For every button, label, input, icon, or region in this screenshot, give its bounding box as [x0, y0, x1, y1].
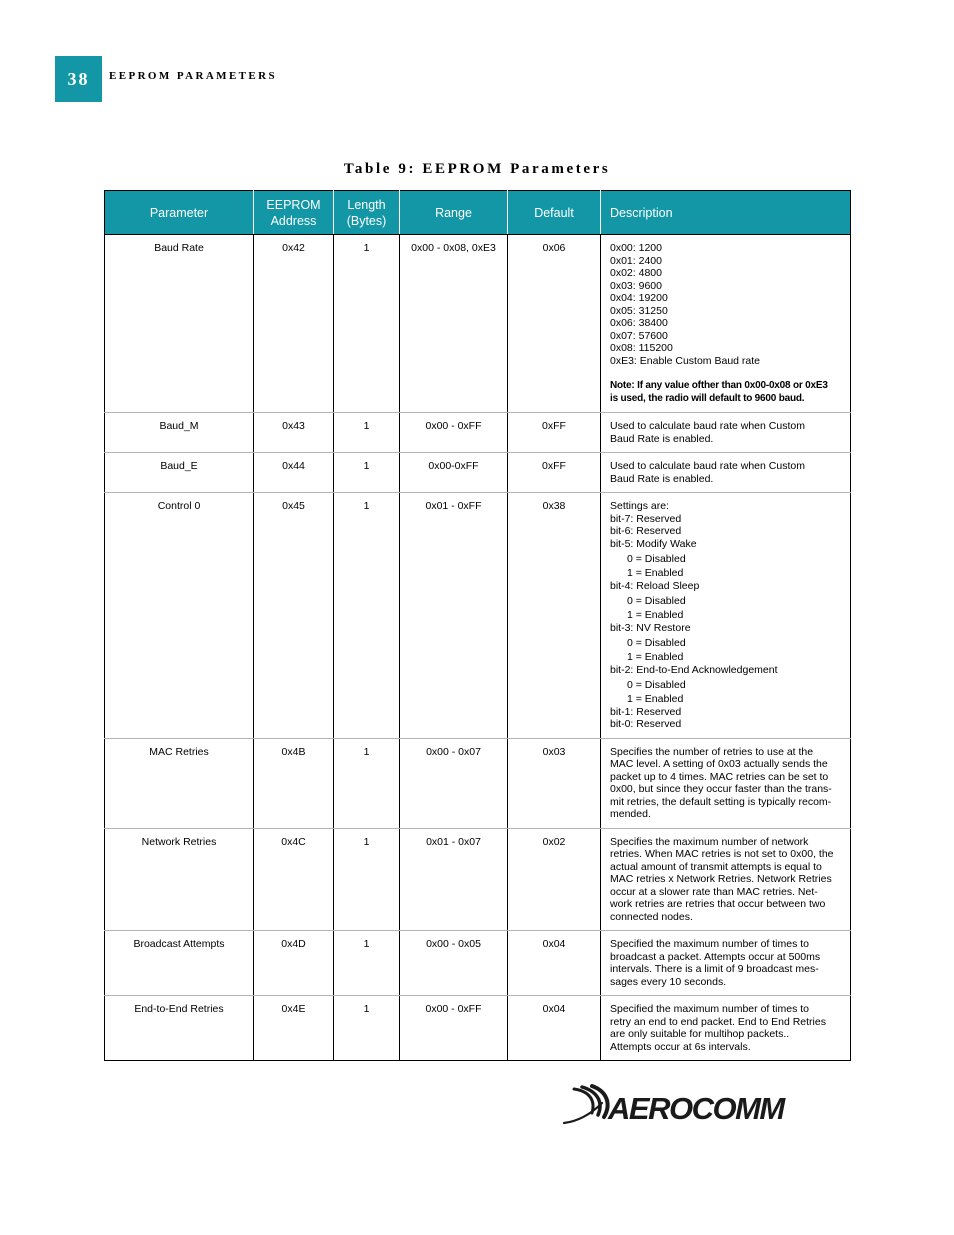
desc-line: connected nodes.	[610, 910, 693, 923]
option-line: 0 = Disabled	[627, 595, 686, 607]
table-row	[105, 931, 851, 996]
cell-parameter: Control 0	[105, 493, 254, 739]
cell-range: 0x00-0xFF	[400, 453, 508, 493]
cell-default: 0x04	[508, 996, 601, 1061]
option-line: 0 = Disabled	[627, 553, 686, 565]
option-line: 1 = Enabled	[627, 693, 684, 705]
cell-length: 1	[334, 453, 400, 493]
col-header-length: Length (Bytes)	[334, 191, 400, 235]
desc-line: bit-5: Modify Wake	[610, 537, 697, 550]
cell-address: 0x4D	[254, 931, 334, 996]
desc-line: bit-7: Reserved	[610, 512, 682, 525]
desc-line: bit-3: NV Restore	[610, 621, 691, 634]
cell-default: 0x03	[508, 738, 601, 828]
cell-range: 0x00 - 0xFF	[400, 996, 508, 1061]
cell-length: 1	[334, 931, 400, 996]
desc-line: 0x02: 4800	[610, 267, 662, 279]
col-header-parameter: Parameter	[105, 191, 254, 235]
cell-default: 0xFF	[508, 453, 601, 493]
cell-description	[601, 453, 851, 493]
col-header-address: EEPROM Address	[254, 191, 334, 235]
desc-line: 0x00, but since they occur faster than the trans-	[610, 783, 832, 795]
bit-2-options	[610, 679, 844, 706]
section-title: EEPROM PARAMETERS	[109, 70, 278, 82]
desc-line: 0x01: 2400	[610, 254, 662, 267]
col-header-description: Description	[601, 191, 851, 235]
cell-description	[601, 828, 851, 931]
cell-address: 0x4C	[254, 828, 334, 931]
table-row	[105, 453, 851, 493]
logo-wordmark: AEROCOMM	[608, 1091, 784, 1126]
desc-line: 0x00: 1200	[610, 242, 662, 254]
cell-range: 0x00 - 0x05	[400, 931, 508, 996]
cell-default: 0x02	[508, 828, 601, 931]
desc-line: 0x08: 115200	[610, 342, 673, 354]
desc-line: MAC level. A setting of 0x03 actually sends the	[610, 758, 828, 770]
cell-address: 0x44	[254, 453, 334, 493]
cell-range: 0x01 - 0xFF	[400, 493, 508, 739]
desc-line: intervals. There is a limit of 9 broadcast mes-	[610, 963, 819, 975]
desc-line: 0x06: 38400	[610, 317, 668, 329]
cell-range: 0x00 - 0x07	[400, 738, 508, 828]
desc-line: Used to calculate baud rate when Custom	[610, 460, 805, 472]
option-line: 1 = Enabled	[627, 567, 684, 579]
cell-address: 0x4B	[254, 738, 334, 828]
desc-line: Baud Rate is enabled.	[610, 472, 714, 485]
desc-line: Baud Rate is enabled.	[610, 432, 714, 445]
cell-parameter: Baud_E	[105, 453, 254, 493]
cell-description	[601, 235, 851, 413]
desc-line: 0x05: 31250	[610, 304, 668, 317]
cell-address: 0x43	[254, 413, 334, 453]
option-line: 0 = Disabled	[627, 637, 686, 649]
note-line: Note: If any value ofther than 0x00-0x08 or 0xE3	[610, 380, 828, 391]
cell-length: 1	[334, 996, 400, 1061]
table-row	[105, 996, 851, 1061]
desc-line: Specifies the maximum number of network	[610, 835, 809, 848]
cell-length: 1	[334, 413, 400, 453]
cell-description	[601, 931, 851, 996]
desc-line: 0x07: 57600	[610, 329, 668, 342]
cell-address: 0x4E	[254, 996, 334, 1061]
desc-line: Specified the maximum number of times to	[610, 938, 809, 950]
desc-line: are only suitable for multihop packets..	[610, 1028, 790, 1040]
desc-line: mended.	[610, 808, 651, 820]
eeprom-parameters-table	[104, 190, 851, 1061]
cell-description	[601, 413, 851, 453]
desc-line: retries. When MAC retries is not set to 0x00, the	[610, 848, 834, 860]
desc-line: Specified the maximum number of times to	[610, 1003, 809, 1015]
cell-parameter: Baud_M	[105, 413, 254, 453]
desc-line: 0x03: 9600	[610, 279, 662, 292]
col-header-default: Default	[508, 191, 601, 235]
cell-length: 1	[334, 493, 400, 739]
desc-line: 0x04: 19200	[610, 292, 668, 304]
cell-default: 0xFF	[508, 413, 601, 453]
cell-description	[601, 493, 851, 739]
cell-parameter: End-to-End Retries	[105, 996, 254, 1061]
cell-address: 0x42	[254, 235, 334, 413]
desc-line: 0xE3: Enable Custom Baud rate	[610, 354, 761, 367]
cell-description	[601, 996, 851, 1061]
cell-range: 0x00 - 0xFF	[400, 413, 508, 453]
baud-rate-note	[610, 380, 844, 405]
desc-line: Attempts occur at 6s intervals.	[610, 1040, 751, 1053]
cell-description	[601, 738, 851, 828]
cell-address: 0x45	[254, 493, 334, 739]
bit-4-options	[610, 595, 844, 622]
desc-line: bit-2: End-to-End Acknowledgement	[610, 663, 778, 676]
cell-parameter: Broadcast Attempts	[105, 931, 254, 996]
cell-default: 0x04	[508, 931, 601, 996]
desc-line: bit-6: Reserved	[610, 525, 682, 537]
desc-line: mit retries, the default setting is typically recom-	[610, 795, 832, 808]
desc-line: work retries are retries that occur between two	[610, 898, 826, 910]
desc-line: Specifies the number of retries to use at the	[610, 745, 814, 758]
table-row	[105, 493, 851, 739]
cell-parameter: Baud Rate	[105, 235, 254, 413]
page-number-badge	[55, 56, 102, 102]
table-row	[105, 738, 851, 828]
table-caption: Table 9: EEPROM Parameters	[343, 161, 611, 177]
desc-line: MAC retries x Network Retries. Network Retries	[610, 873, 832, 885]
option-line: 1 = Enabled	[627, 609, 684, 621]
table-row	[105, 413, 851, 453]
desc-line: occur at a slower rate than MAC retries. Net-	[610, 885, 818, 898]
desc-line: retry an end to end packet. End to End Retries	[610, 1015, 826, 1028]
desc-line: bit-4: Reload Sleep	[610, 579, 700, 592]
desc-line: packet up to 4 times. MAC retries can be set to	[610, 770, 829, 783]
cell-length: 1	[334, 738, 400, 828]
cell-range: 0x01 - 0x07	[400, 828, 508, 931]
cell-range: 0x00 - 0x08, 0xE3	[400, 235, 508, 413]
cell-default: 0x38	[508, 493, 601, 739]
table-row	[105, 235, 851, 413]
desc-line: bit-0: Reserved	[610, 718, 682, 730]
bit-3-options	[610, 637, 844, 664]
aerocomm-logo	[562, 1083, 834, 1127]
option-line: 1 = Enabled	[627, 651, 684, 663]
cell-default: 0x06	[508, 235, 601, 413]
desc-line: bit-1: Reserved	[610, 705, 682, 718]
option-line: 0 = Disabled	[627, 679, 686, 691]
logo-wave-icon	[574, 1089, 593, 1113]
cell-length: 1	[334, 828, 400, 931]
desc-line: Settings are:	[610, 500, 669, 512]
desc-line: broadcast a packet. Attempts occur at 500ms	[610, 950, 821, 963]
note-line: is used, the radio will default to 9600 baud.	[610, 392, 805, 404]
logo-wave-icon	[564, 1103, 602, 1123]
page-number: 38	[67, 68, 90, 89]
desc-line: sages every 10 seconds.	[610, 975, 727, 988]
table-header-row	[105, 191, 851, 235]
col-header-range: Range	[400, 191, 508, 235]
cell-parameter: MAC Retries	[105, 738, 254, 828]
desc-line: Used to calculate baud rate when Custom	[610, 420, 805, 432]
bit-5-options	[610, 553, 844, 580]
desc-line: actual amount of transmit attempts is equal to	[610, 860, 822, 873]
cell-parameter: Network Retries	[105, 828, 254, 931]
cell-length: 1	[334, 235, 400, 413]
table-row	[105, 828, 851, 931]
